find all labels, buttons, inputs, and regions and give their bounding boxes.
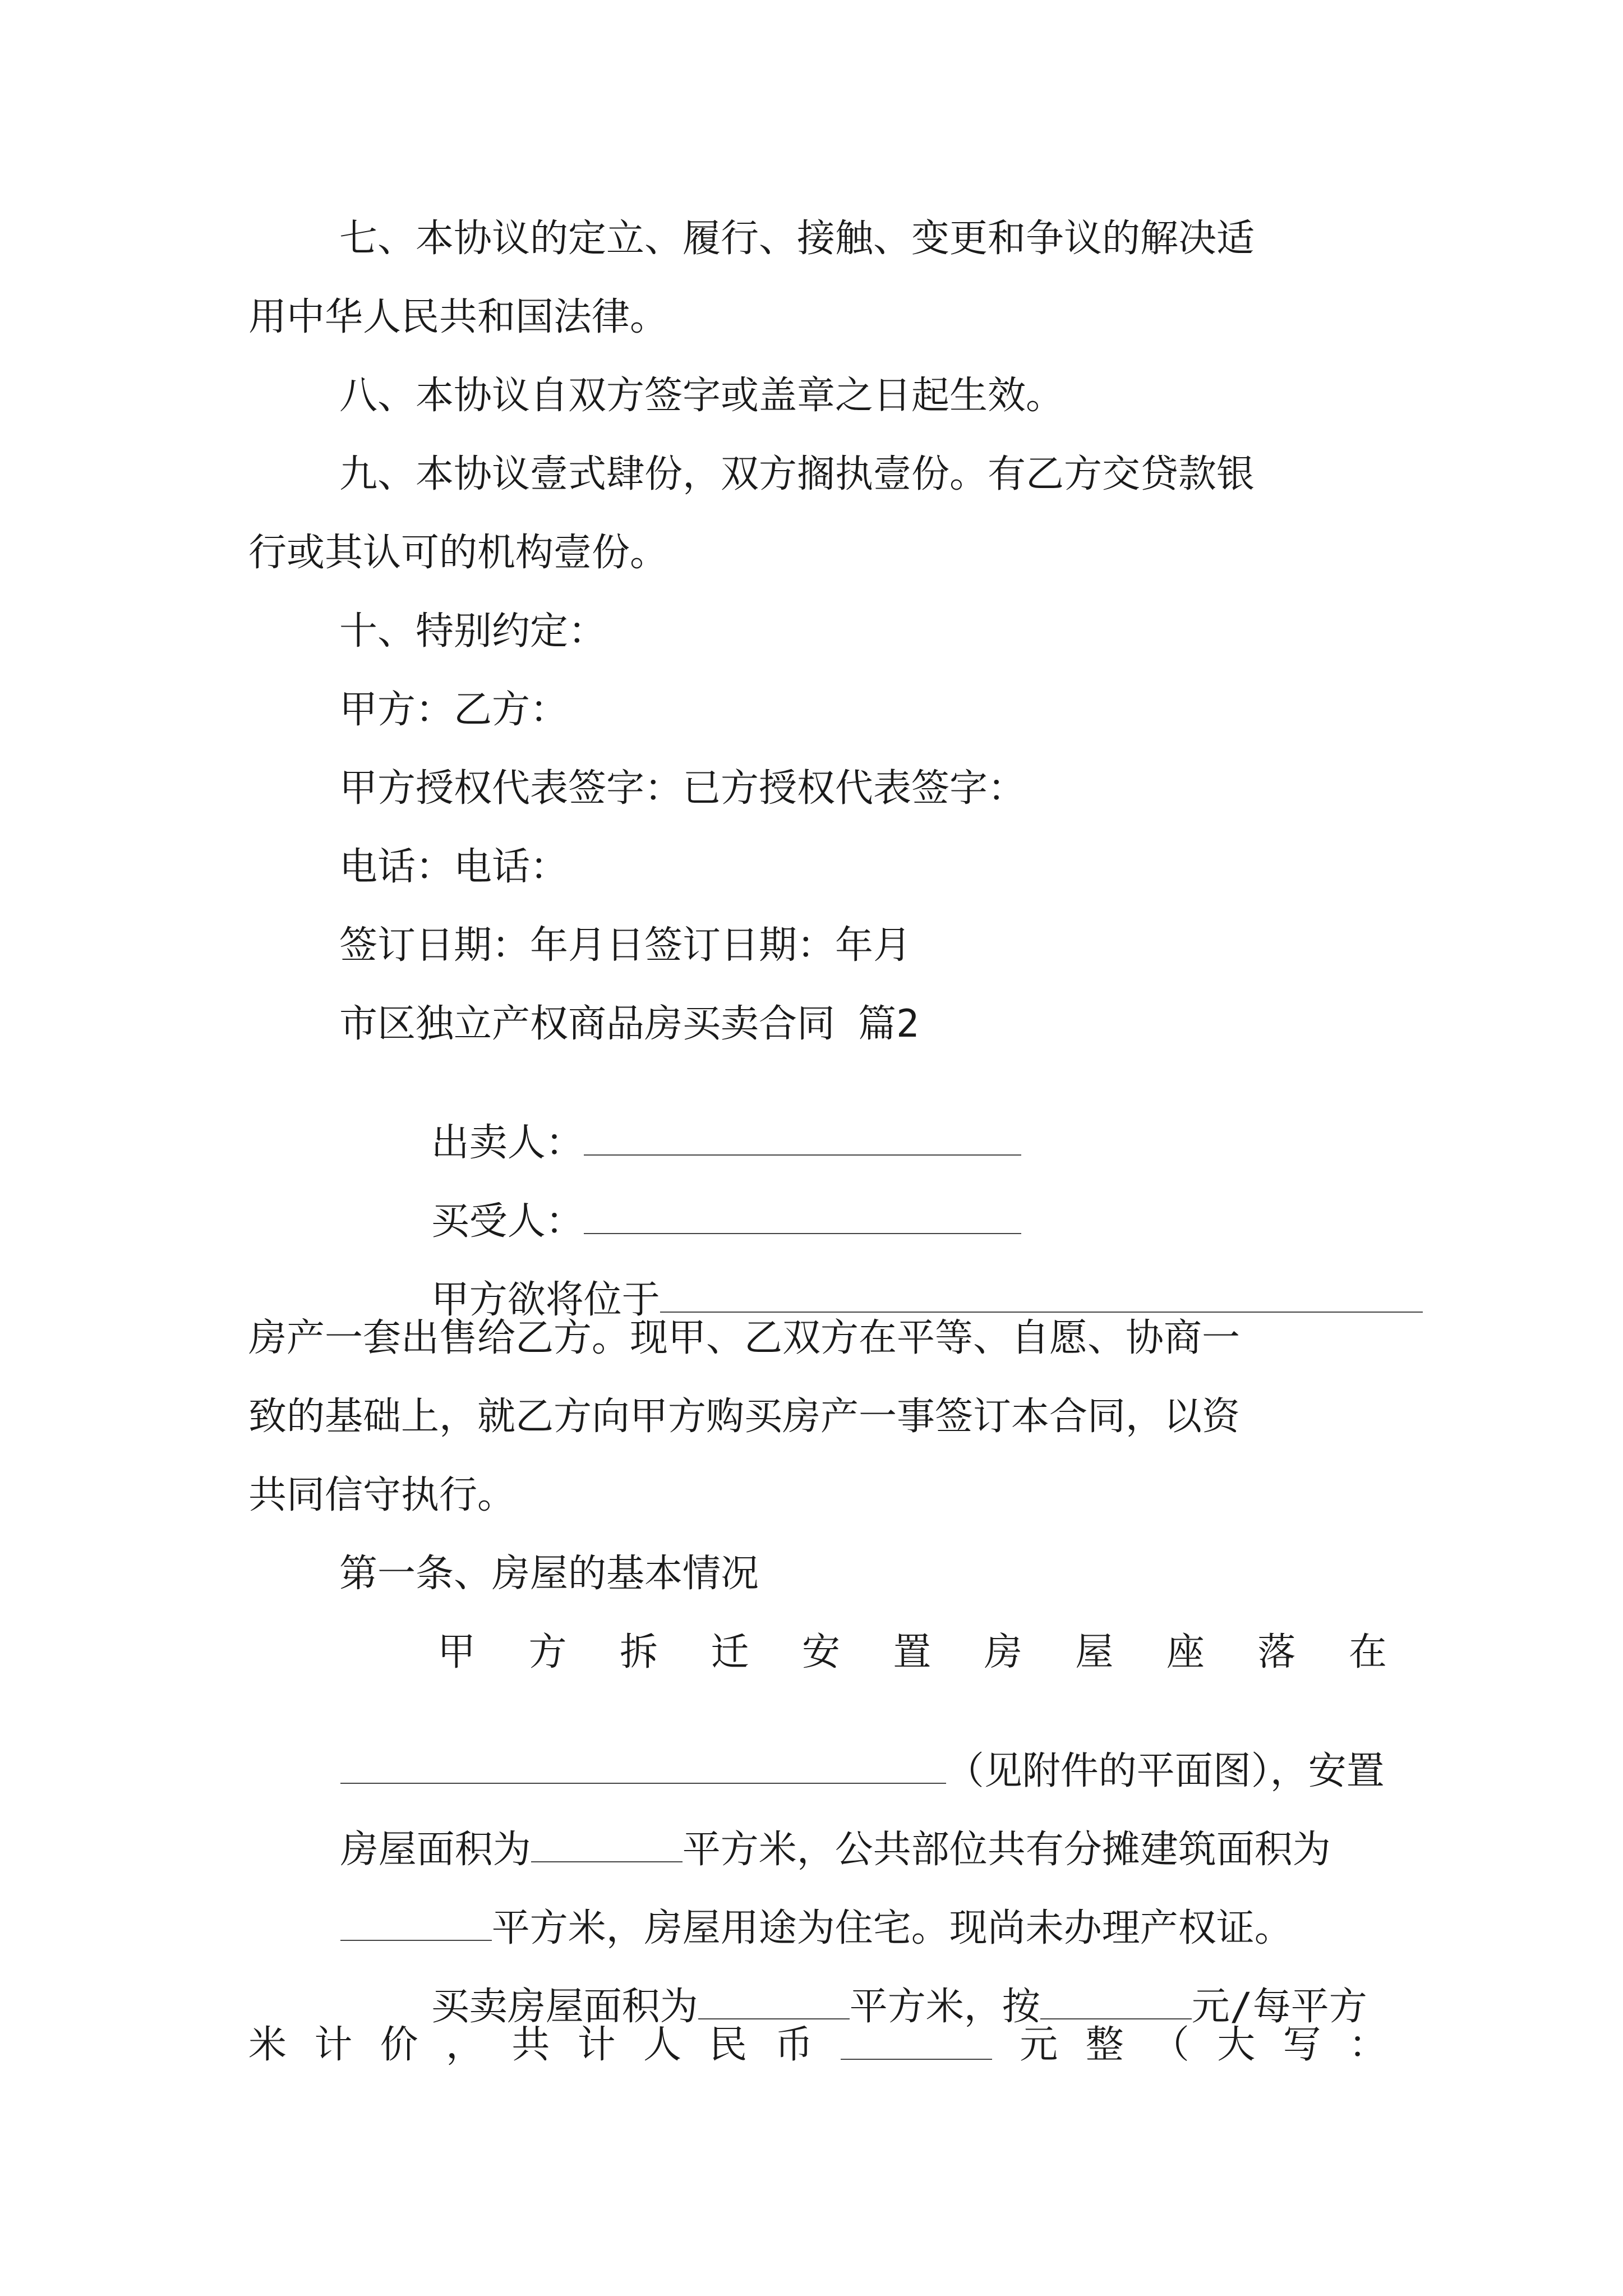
spread-char: 计 <box>314 2023 353 2067</box>
representative-signature-line: 甲方授权代表签字：已方授权代表签字： <box>339 766 1026 811</box>
intro-text-1: 甲方欲将位于 <box>431 1278 660 1322</box>
buyer-label: 买受人： <box>431 1199 584 1244</box>
sale-text-3: 元/每平方 <box>1191 1985 1367 2029</box>
spread-char: 置 <box>893 1630 932 1674</box>
buyer-blank <box>584 1200 1021 1234</box>
spread-char: 人 <box>643 2023 681 2067</box>
area-text-2: 平方米，公共部位共有分摊建筑面积为 <box>682 1828 1331 1872</box>
clause-7-line-2: 用中华人民共和国法律。 <box>248 295 668 339</box>
spread-char: 米 <box>248 2023 287 2067</box>
article-1-heading: 第一条、房屋的基本情况 <box>339 1552 759 1596</box>
spread-char: ， <box>445 2023 484 2067</box>
shared-area-blank <box>340 1907 492 1941</box>
location-text: （见附件的平面图），安置 <box>946 1749 1385 1793</box>
spread-char: 在 <box>1348 1630 1387 1674</box>
unit-price-blank <box>1040 1986 1192 2019</box>
section-title-2: 市区独立产权商品房买卖合同 篇2 <box>339 1002 919 1046</box>
spread-char: 迁 <box>711 1630 749 1674</box>
sale-area-blank <box>698 1986 850 2019</box>
intro-line-4: 共同信守执行。 <box>248 1473 516 1517</box>
clause-8: 八、本协议自双方签字或盖章之日起生效。 <box>339 374 1064 418</box>
spread-char: 安 <box>801 1630 840 1674</box>
total-price-blank <box>841 2026 992 2060</box>
clause-9-line-2: 行或其认可的机构壹份。 <box>248 531 668 575</box>
area-text-3: 平方米，房屋用途为住宅。现尚未办理产权证。 <box>491 1906 1293 1950</box>
sale-text-2: 平方米，按 <box>849 1985 1040 2029</box>
phone-line: 电话：电话： <box>339 845 569 889</box>
clause-7-line-1: 七、本协议的定立、履行、接触、变更和争议的解决适 <box>339 217 1255 261</box>
location-spread-line <box>437 1630 1387 1674</box>
clause-9-line-1: 九、本协议壹式肆份，双方搁执壹份。有乙方交贷款银 <box>339 452 1255 496</box>
spread-char: 写 <box>1283 2023 1321 2067</box>
spread-char: 大 <box>1217 2023 1256 2067</box>
area-text-1: 房屋面积为 <box>340 1828 531 1872</box>
party-line: 甲方：乙方： <box>339 688 569 732</box>
seller-label: 出卖人： <box>431 1121 584 1165</box>
spread-char: （ <box>1151 2023 1189 2067</box>
spread-char: 计 <box>577 2023 616 2067</box>
spread-char: 民 <box>709 2023 748 2067</box>
intro-line-3: 致的基础上，就乙方向甲方购买房产一事签订本合同，以资 <box>248 1395 1241 1439</box>
spread-char: ： <box>1348 2023 1387 2067</box>
clause-10: 十、特别约定： <box>339 609 607 654</box>
sale-text-1: 买卖房屋面积为 <box>431 1985 698 2029</box>
property-location-blank <box>660 1279 1423 1313</box>
spread-char: 币 <box>774 2023 813 2067</box>
spread-char: 甲 <box>437 1630 476 1674</box>
spread-char: 共 <box>511 2023 550 2067</box>
house-area-blank <box>531 1829 683 1862</box>
spread-char: 整 <box>1085 2023 1124 2067</box>
house-location-blank <box>340 1750 946 1784</box>
spread-char: 元 <box>1020 2023 1058 2067</box>
intro-line-2: 房产一套出售给乙方。现甲、乙双方在平等、自愿、协商一 <box>248 1316 1241 1360</box>
price-spread-line <box>248 2023 1387 2067</box>
spread-char: 拆 <box>619 1630 658 1674</box>
signing-date-line: 签订日期：年月日签订日期：年月 <box>339 923 912 968</box>
spread-char: 落 <box>1257 1630 1296 1674</box>
spread-char: 屋 <box>1075 1630 1114 1674</box>
spread-char: 价 <box>380 2023 418 2067</box>
spread-char: 座 <box>1166 1630 1205 1674</box>
spread-char: 方 <box>528 1630 567 1674</box>
spread-char: 房 <box>984 1630 1022 1674</box>
seller-blank <box>584 1122 1021 1156</box>
